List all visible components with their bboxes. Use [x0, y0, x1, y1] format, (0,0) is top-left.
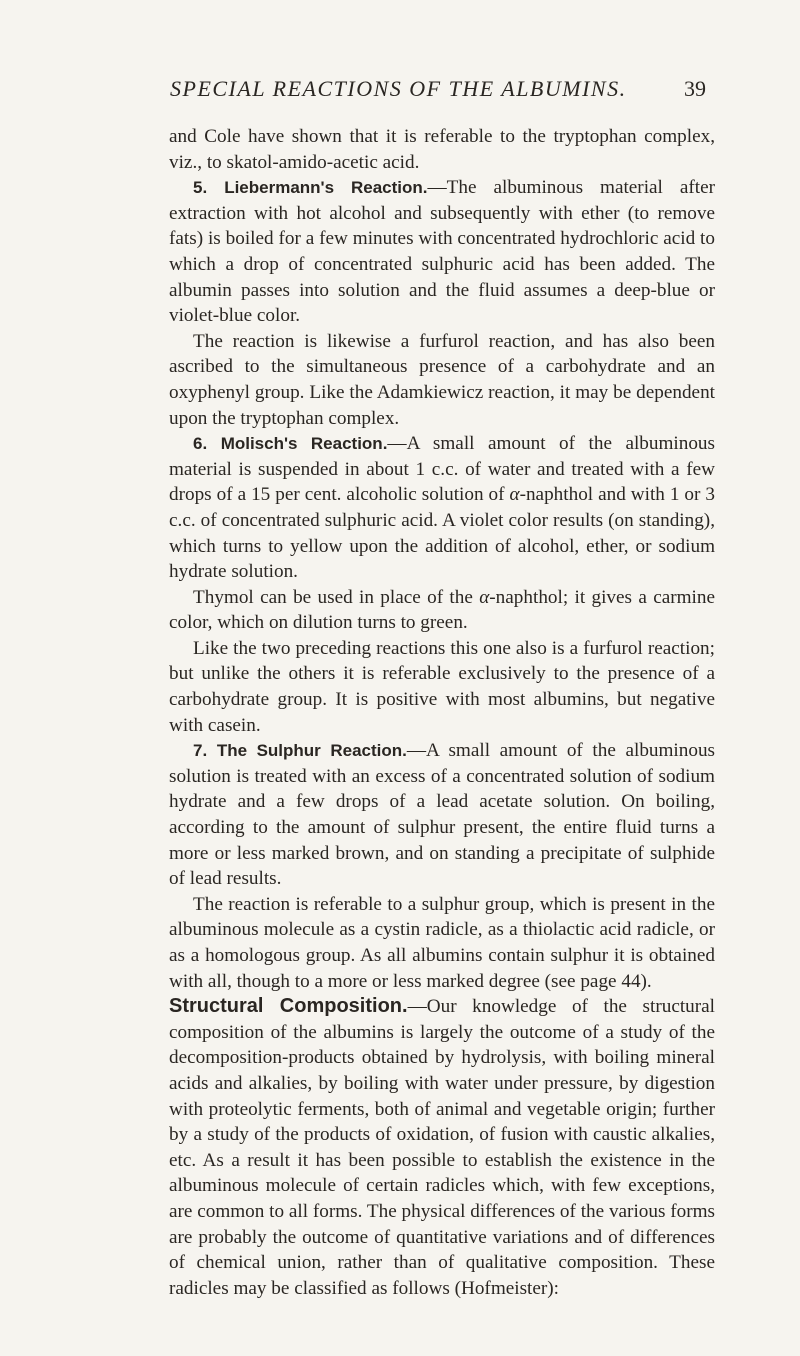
- alpha-symbol: α: [509, 484, 520, 506]
- paragraph-structural-composition: Structural Composition.—Our knowledge of the structural composition of the albumins is largely the outcome of a study of the decomposition-products obtained by hydrolysis, with boiling mineral acids and alkalies, by boiling with water under pressure, by digestion with proteolytic ferments, both of animal and vegetable origin; further by a study of the products of oxidation, of fusion with caustic alkalies, etc. As a result it has been possible to establish the existence in the albuminous molecule of certain radicles which, with few exceptions, are common to all forms. The physical differences of the various forms are probably the outcome of quantitative variations and of differences of chemical union, rather than of qualitative composition. These radicles may be classified as follows (Hofmeister):: [169, 995, 715, 1299]
- section-heading: Structural Composition.: [169, 995, 408, 1018]
- page-header: [0, 76, 800, 106]
- paragraph-molisch-reaction: 6. Molisch's Reaction.—A small amount of the albuminous material is suspended in about 1 c.c. of water and treated with a few drops of a 15 per cent. alcoholic solution of α-naphthol and with 1 or 3 c.c. of concentrated sulphuric acid. A violet color results (on standing), which turns to yellow upon the addition of alcohol, ether, or sodium hydrate solution.: [169, 433, 715, 583]
- paragraph: The reaction is likewise a furfurol reaction, and has also been ascribed to the simultaneous presence of a carbohydrate and an oxyphenyl group. Like the Adamkiewicz reaction, it may be dependent upon the tryptophan complex.: [169, 330, 715, 429]
- alpha-symbol: α: [479, 586, 490, 608]
- section-heading: Liebermann's Reaction.: [224, 178, 428, 198]
- section-number: 7.: [193, 741, 208, 761]
- paragraph: Thymol can be used in place of the α-naphthol; it gives a carmine color, which on dilution turns to green.: [169, 586, 715, 634]
- paragraph-continuation: and Cole have shown that it is referable to the tryptophan complex, viz., to skatol-amido-acetic acid.: [169, 126, 715, 173]
- paragraph: The reaction is referable to a sulphur group, which is present in the albuminous molecule as a cystin radicle, as a thiolactic acid radicle, or as a homologous group. As all albumins contain sulphur it is obtained with all, though to a more or less marked degree (see page 44).: [169, 893, 715, 992]
- section-number: 5.: [193, 178, 208, 198]
- section-number: 6.: [193, 434, 208, 454]
- section-heading: The Sulphur Reaction.: [216, 741, 407, 761]
- paragraph-sulphur-reaction: 7. The Sulphur Reaction.—A small amount of the albuminous solution is treated with an excess of a concentrated solution of sodium hydrate and a few drops of a lead acetate solution. On boiling, according to the amount of sulphur present, the entire fluid turns a more or less marked brown, and on standing a precipitate of sulphide of lead results.: [169, 740, 716, 890]
- page-number: 39: [684, 76, 706, 101]
- body-text: [169, 124, 715, 1301]
- section-heading: Molisch's Reaction.: [220, 434, 388, 454]
- paragraph-liebermann-reaction: 5. Liebermann's Reaction.—The albuminous material after extraction with hot alcohol and subsequently with ether (to remove fats) is boiled for a few minutes with concentrated hydrochloric acid to which a drop of concentrated sulphuric acid has been added. The albumin passes into solution and the fluid assumes a deep-blue or violet-blue color.: [169, 177, 716, 327]
- paragraph: Like the two preceding reactions this one also is a furfurol reaction; but unlike the others it is referable exclusively to the presence of a carbohydrate group. It is positive with most albumins, but negative with casein.: [169, 637, 715, 736]
- running-title: SPECIAL REACTIONS OF THE ALBUMINS.: [170, 76, 627, 101]
